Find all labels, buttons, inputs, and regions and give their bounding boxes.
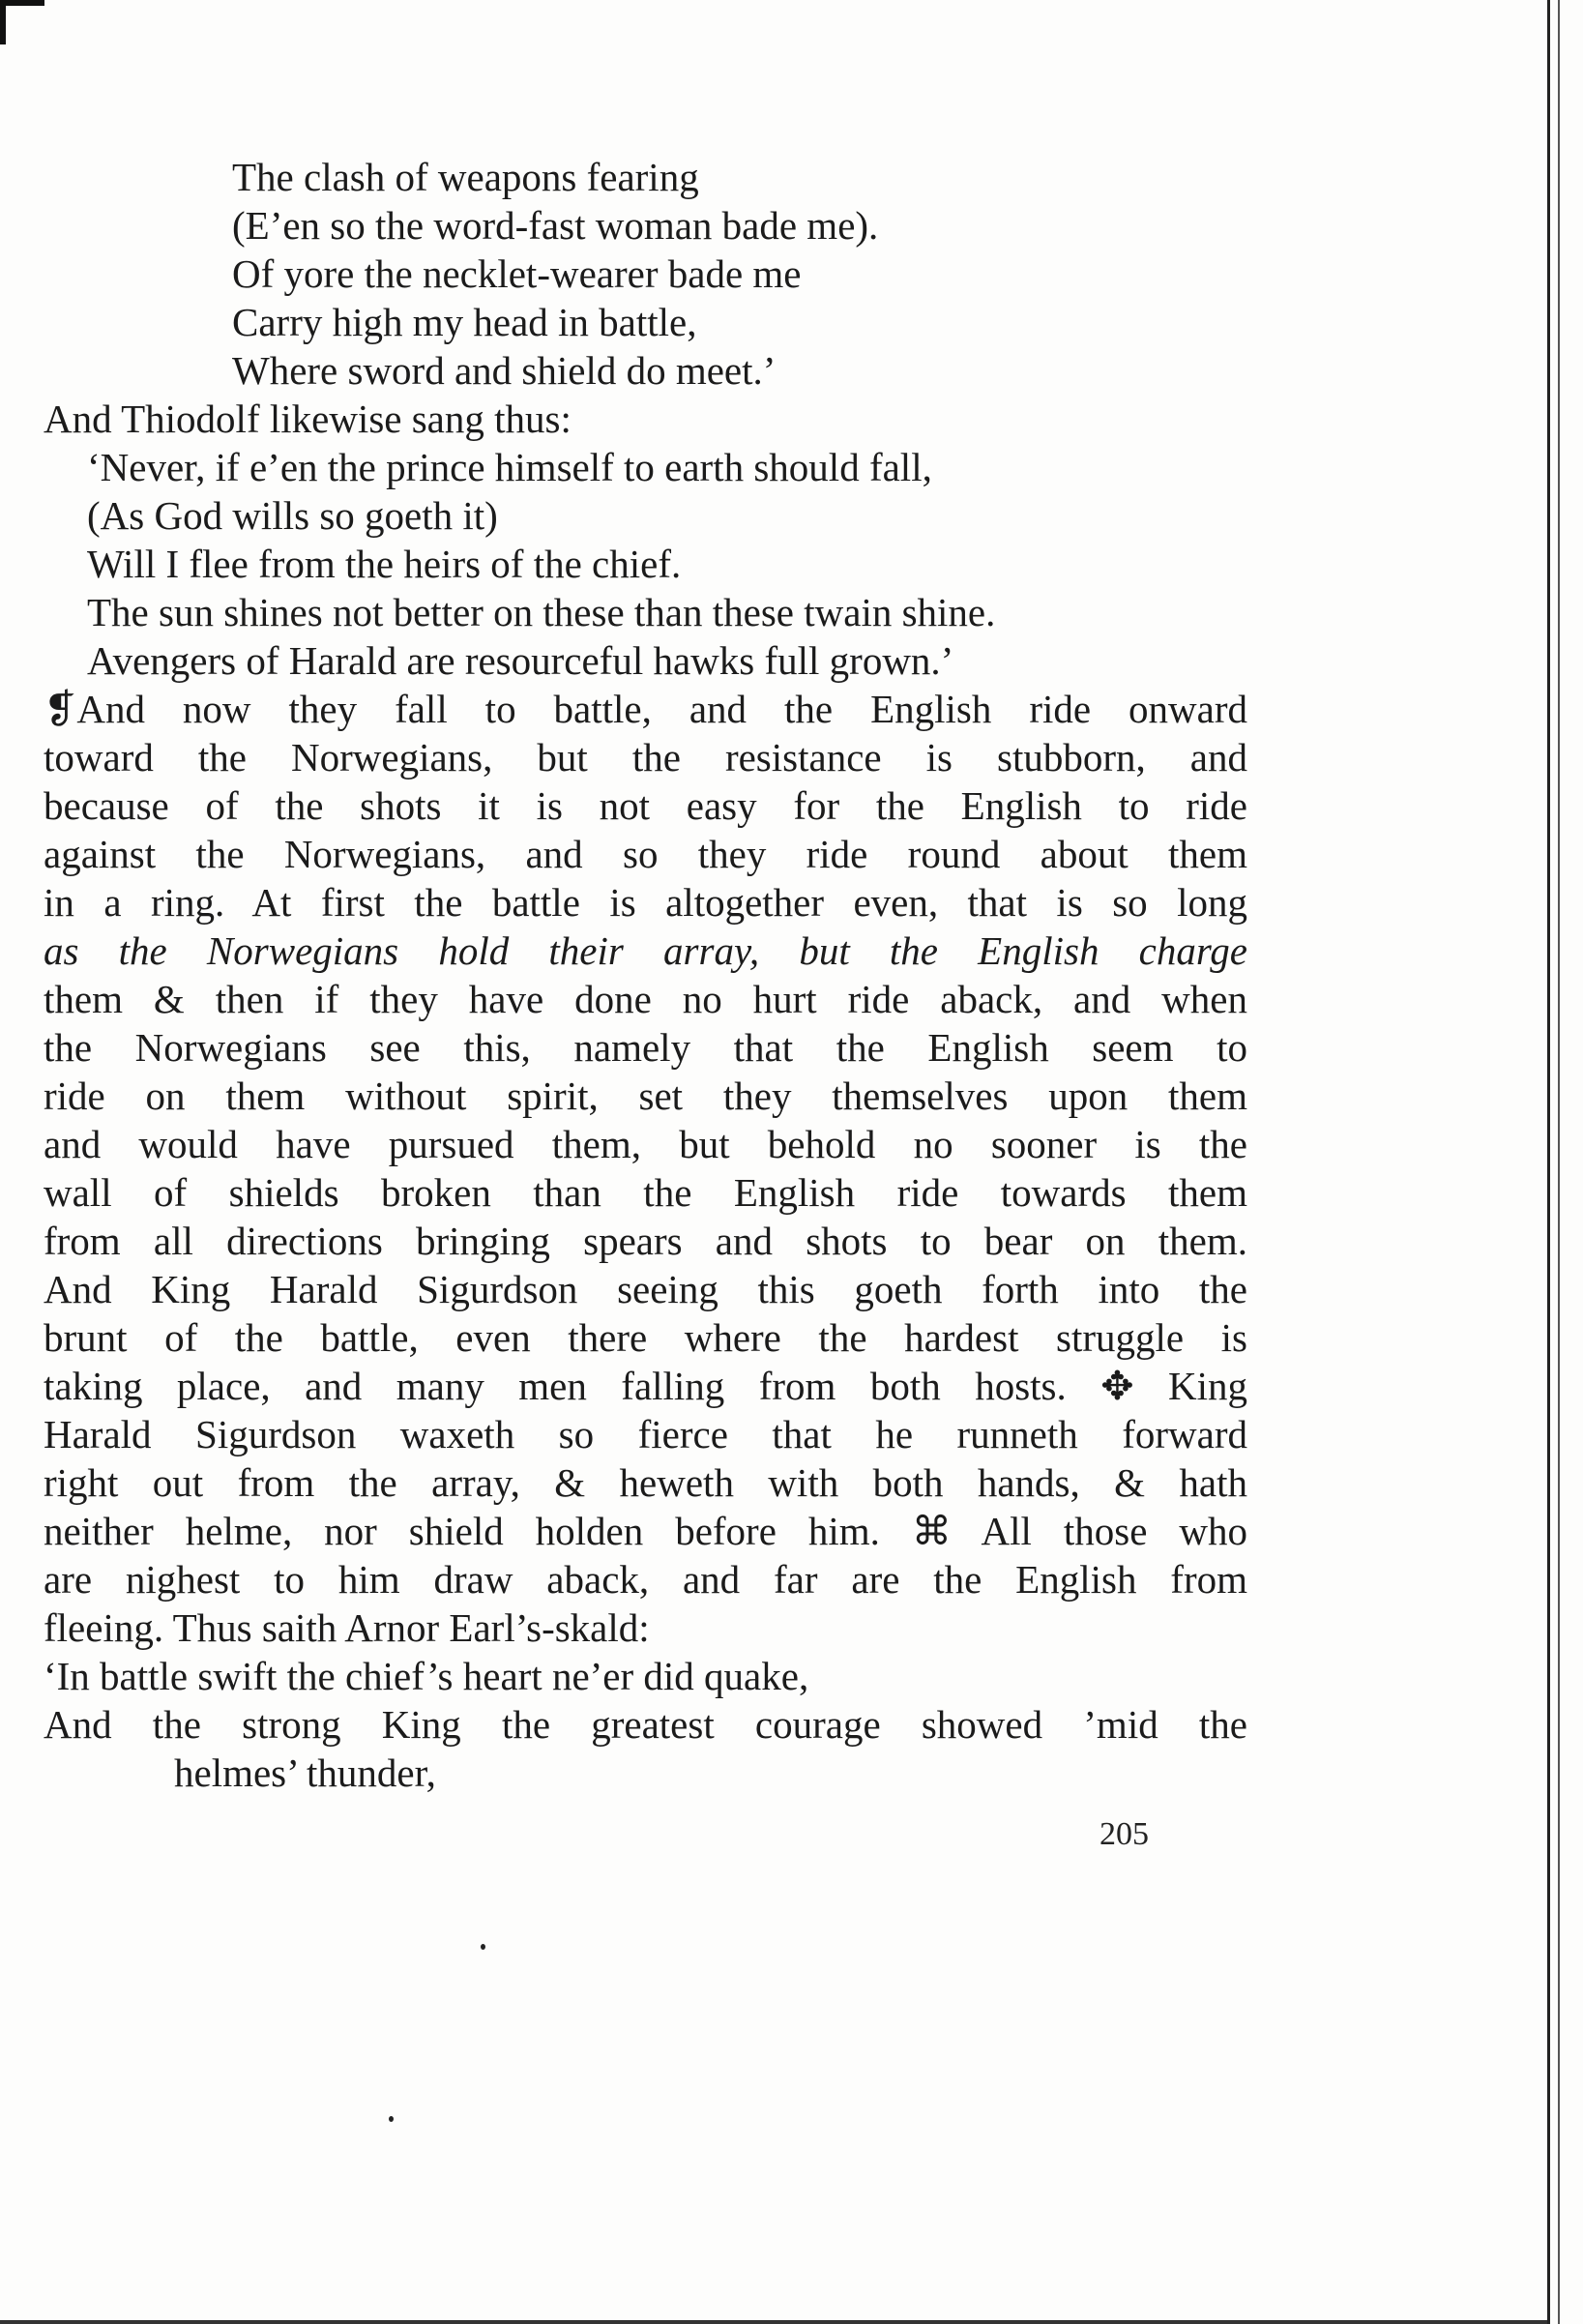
text-line: ❡And now they fall to battle, and the English ride onward (44, 687, 1247, 731)
text-line: taking place, and many men falling from both hosts. ✥ King (44, 1364, 1247, 1408)
text-line: ride on them without spirit, set they themselves upon them (44, 1074, 1247, 1118)
text-line: Where sword and shield do meet.’ (232, 348, 777, 393)
text-line: The sun shines not better on these than these twain shine. (87, 590, 996, 634)
text-line: wall of shields broken than the English ride towards them (44, 1170, 1247, 1215)
text-line: ‘Never, if e’en the prince himself to earth should fall, (87, 445, 932, 489)
text-line: helmes’ thunder, (174, 1750, 436, 1795)
text-line: fleeing. Thus saith Arnor Earl’s-skald: (44, 1605, 650, 1650)
text-line: (E’en so the word-fast woman bade me). (232, 203, 879, 248)
text-line: brunt of the battle, even there where the hardest struggle is (44, 1315, 1247, 1360)
text-line: Avengers of Harald are resourceful hawks full grown.’ (87, 638, 954, 683)
text-line: toward the Norwegians, but the resistance is stubborn, and (44, 735, 1247, 780)
page-number: 205 (1099, 1816, 1149, 1852)
text-line: Carry high my head in battle, (232, 300, 697, 344)
page-bottom-edge (0, 2320, 1547, 2324)
text-line: as the Norwegians hold their array, but the English charge (44, 928, 1247, 973)
text-line: And King Harald Sigurdson seeing this goeth forth into the (44, 1267, 1247, 1311)
text-line: Harald Sigurdson waxeth so fierce that he runneth forward (44, 1412, 1247, 1456)
text-line: The clash of weapons fearing (232, 155, 699, 199)
text-line: are nighest to him draw aback, and far are the English from (44, 1557, 1247, 1602)
text-line: because of the shots it is not easy for the English to ride (44, 783, 1247, 828)
text-line: Of yore the necklet-wearer bade me (232, 251, 802, 296)
text-line: Will I flee from the heirs of the chief. (87, 542, 682, 586)
page-binding-edge (1547, 0, 1583, 2324)
ink-speck (389, 2116, 394, 2122)
text-line: in a ring. At first the battle is altogether even, that is so long (44, 880, 1247, 925)
text-line: and would have pursued them, but behold no sooner is the (44, 1122, 1247, 1166)
text-line: ‘In battle swift the chief’s heart ne’er did quake, (44, 1654, 809, 1698)
text-line: from all directions bringing spears and shots to bear on them. (44, 1219, 1247, 1263)
text-line: neither helme, nor shield holden before him. ⌘ All those who (44, 1509, 1247, 1553)
text-line: the Norwegians see this, namely that the English seem to (44, 1025, 1247, 1070)
ink-speck (481, 1944, 485, 1950)
text-line: And Thiodolf likewise sang thus: (44, 397, 572, 441)
text-line: (As God wills so goeth it) (87, 493, 498, 538)
text-line: And the strong King the greatest courage showed ’mid the (44, 1702, 1247, 1747)
text-line: right out from the array, & heweth with both hands, & hath (44, 1460, 1247, 1505)
text-line: them & then if they have done no hurt ride aback, and when (44, 977, 1247, 1021)
text-line: against the Norwegians, and so they ride round about them (44, 832, 1247, 876)
